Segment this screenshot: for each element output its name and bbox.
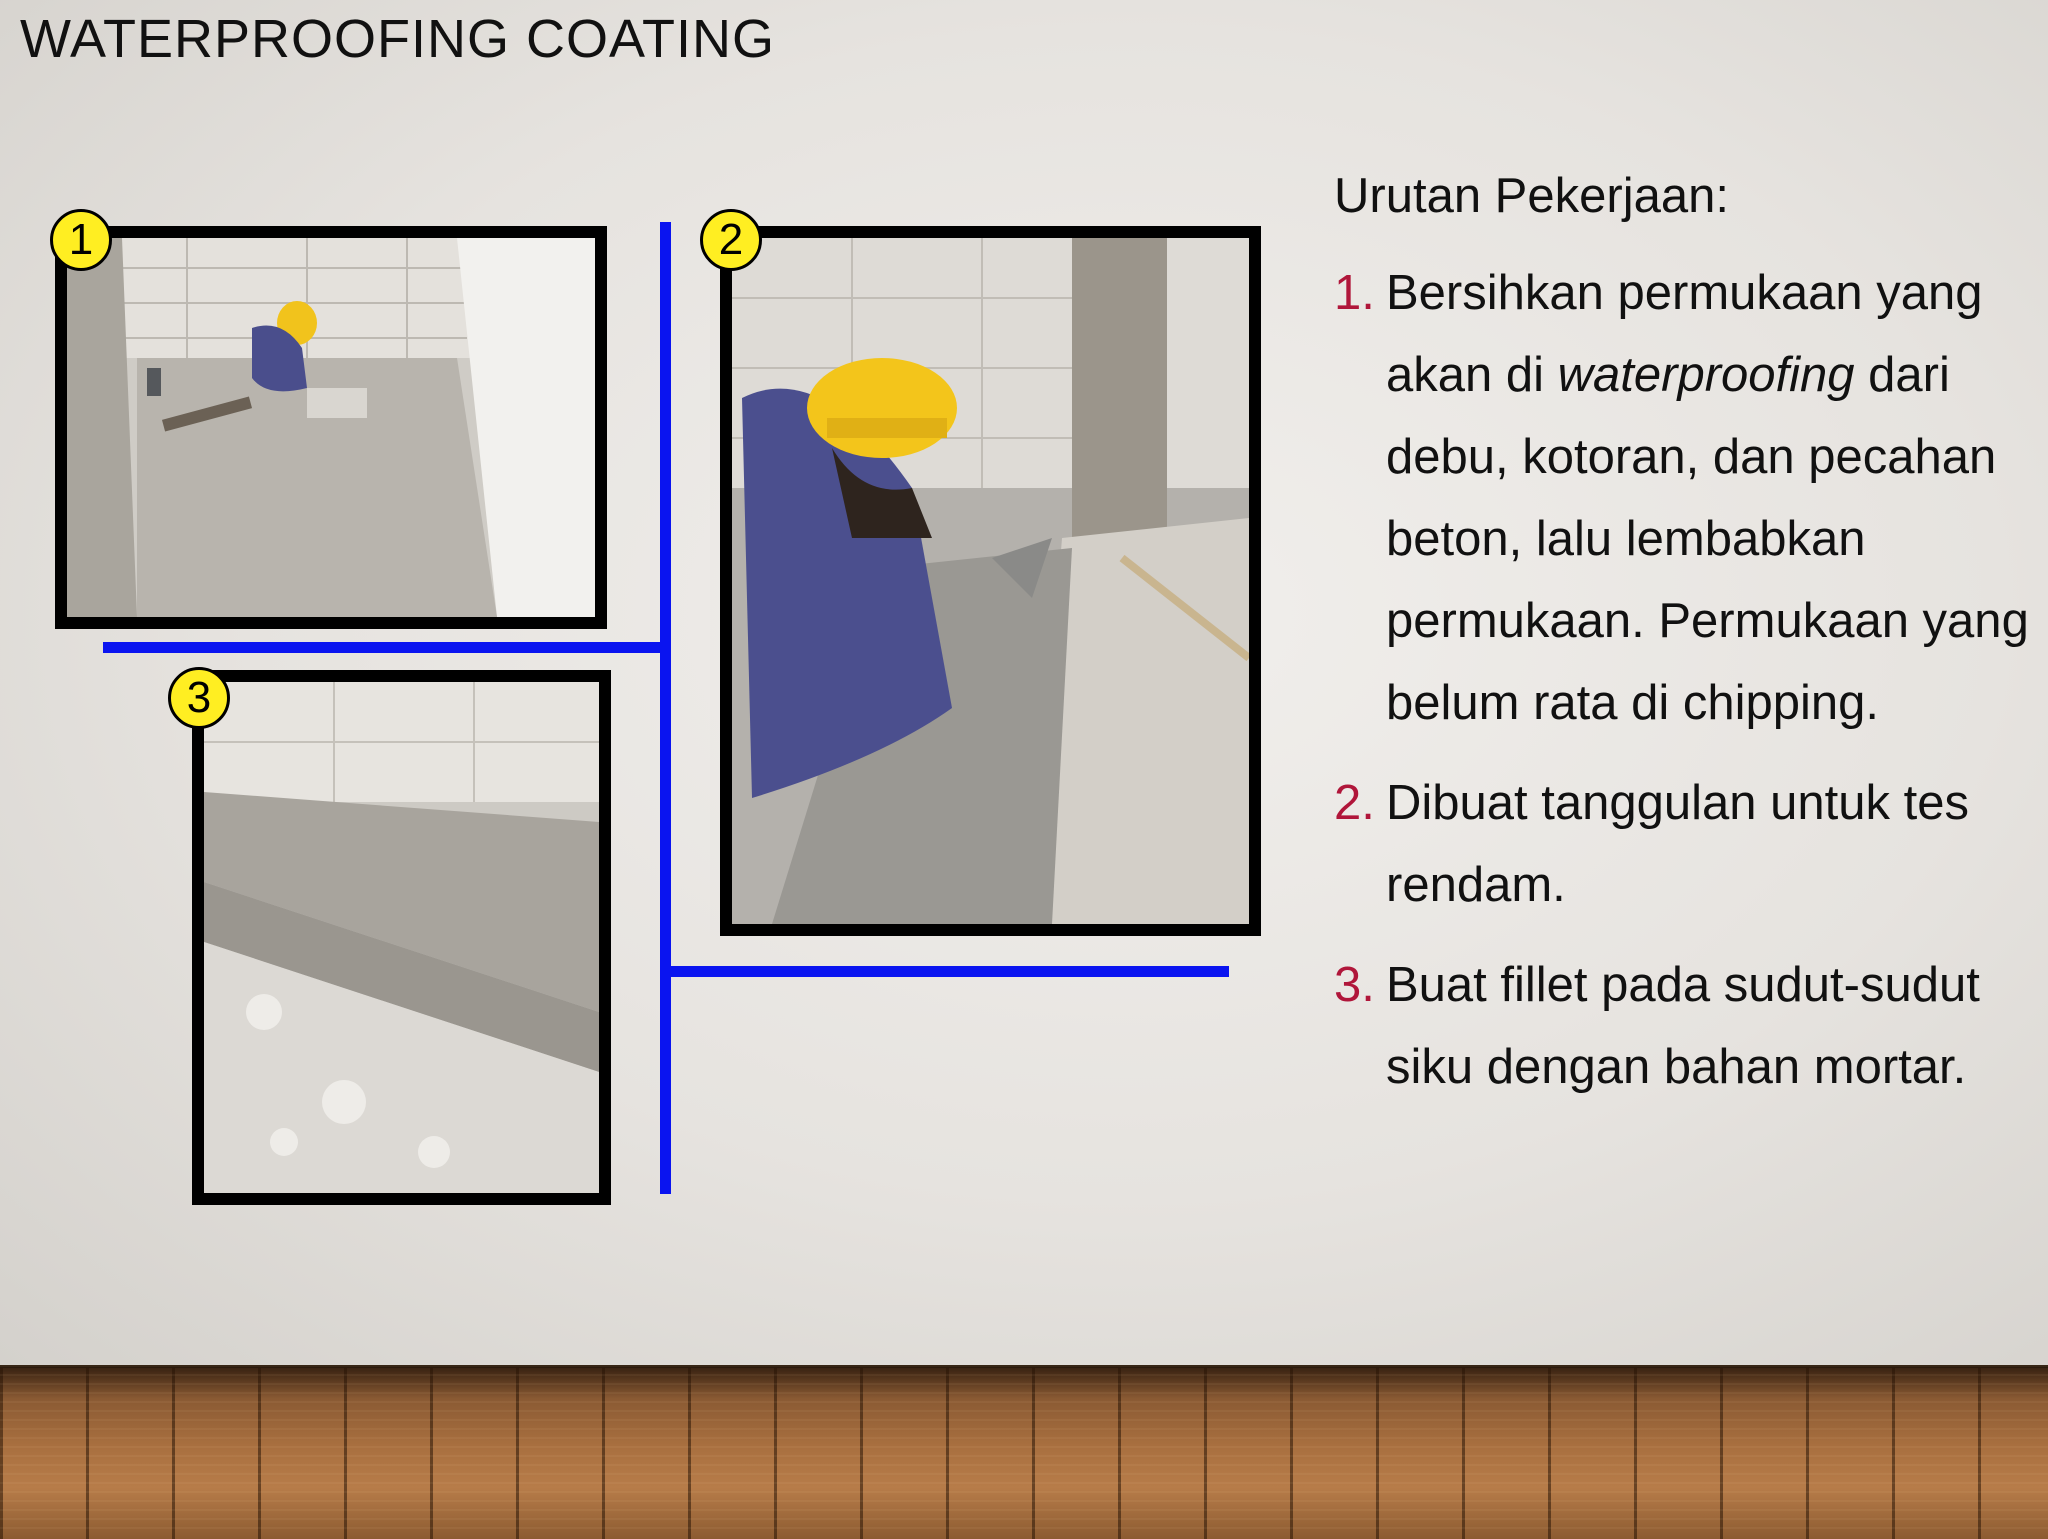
step-number-2: 2. [1334,776,1375,830]
worker-applying-mortar-photo-icon [732,238,1249,924]
step-text-1-a: Bersihkan permukaan yang akan di [1386,266,1983,402]
photo-2 [720,226,1261,936]
photo-badge-1: 1 [50,209,112,271]
step-text-2: Dibuat tanggulan untuk tes rendam. [1386,776,1969,912]
step-text-1-b: dari debu, kotoran, dan pecahan beton, lalu lembabkan permukaan. Permukaan yang belum rata di chipping. [1386,348,2029,730]
coated-wall-corner-photo-icon [204,682,599,1193]
step-item-2 [1334,762,2034,926]
photo-1 [55,226,607,629]
photo-badge-2: 2 [700,209,762,271]
step-text-1 [1386,252,2034,744]
step-text-3: Buat fillet pada sudut-sudut siku dengan bahan mortar. [1386,958,1980,1094]
slide-title: WATERPROOFING COATING [20,9,775,69]
worker-cleaning-floor-photo-icon [67,238,595,617]
step-number-3: 3. [1334,958,1375,1012]
connector-line-bottom [666,966,1229,977]
wood-floor-grain [0,1365,2048,1536]
connector-line-top [103,642,669,653]
step-number-1: 1. [1334,266,1375,320]
step-item-3 [1334,944,2034,1108]
photo-badge-3: 3 [168,667,230,729]
steps-heading: Urutan Pekerjaan: [1334,169,1729,223]
work-steps-panel [1334,168,2034,1126]
step-text-1-emphasis: waterproofing [1557,348,1855,402]
connector-vertical-line [660,222,671,1194]
photo-3 [192,670,611,1205]
step-item-1 [1334,252,2034,744]
